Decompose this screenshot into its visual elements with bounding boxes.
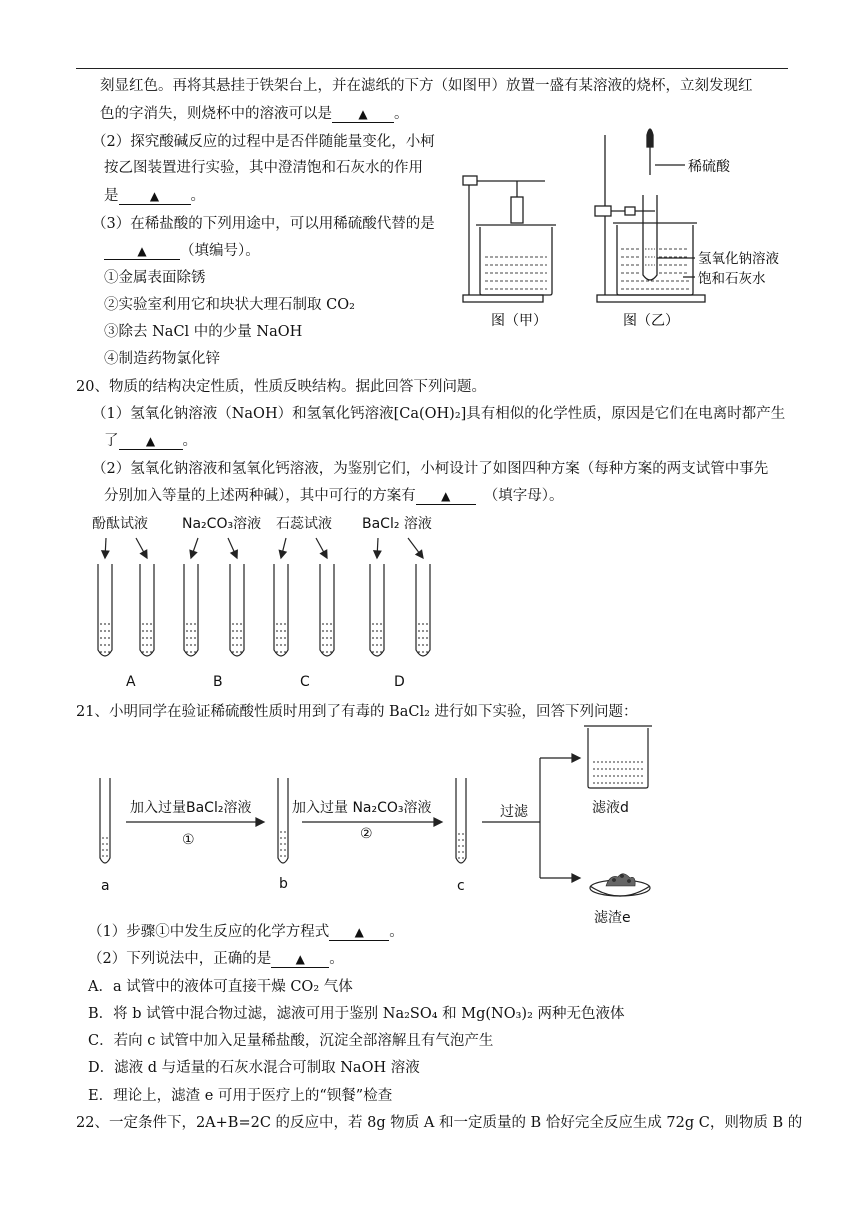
q19-part3-line2: ▲ （填编号）。	[104, 241, 260, 261]
step1-number: ①	[182, 832, 195, 848]
q19-continuation-line1: 刻显红色。再将其悬挂于铁架台上，并在滤纸的下方（如图甲）放置一盛有某溶液的烧杯，立刻发现红	[100, 78, 753, 94]
arrow-head	[141, 550, 147, 558]
q19-part2-line2: 按乙图装置进行实验，其中澄清饱和石灰水的作用	[104, 160, 423, 176]
naoh-solution-label: 氢氧化钠溶液	[698, 251, 779, 267]
reagent-litmus: 石蕊试液	[276, 516, 332, 532]
test-tube	[320, 564, 334, 656]
q21-stem: 21、小明同学在验证稀硫酸性质时用到了有毒的 BaCl₂ 进行如下实验，回答下列问题：	[76, 704, 638, 720]
filter-label: 过滤	[500, 804, 528, 820]
residue-pile	[606, 874, 635, 886]
q21-option-e: E．理论上，滤渣 e 可用于医疗上的“钡餐”检查	[88, 1088, 393, 1104]
test-tube-schemes-figure	[88, 510, 448, 692]
step1-label: 加入过量BaCl₂溶液	[130, 800, 252, 816]
arrow-head	[321, 550, 327, 558]
test-tube	[416, 564, 430, 656]
arrow-head	[231, 550, 237, 558]
q20-part1-line1: （1）氢氧化钠溶液（NaOH）和氢氧化钙溶液[Ca(OH)₂]具有相似的化学性质，原因是它们在电离时都产生	[92, 406, 786, 422]
test-tube	[230, 564, 244, 656]
q19-part2-line3: 是 ▲ 。	[104, 188, 205, 204]
test-tube	[274, 564, 288, 656]
answer-blank[interactable]: ▲	[119, 188, 191, 205]
q21-flow-figure	[90, 722, 710, 932]
q19-option-4: ④制造药物氯化锌	[104, 351, 220, 367]
q19-part2-line1: （2）探究酸碱反应的过程中是否伴随能量变化，小柯	[92, 134, 435, 150]
step2-number: ②	[360, 826, 373, 842]
reagent-phenolphthalein: 酚酞试液	[92, 516, 148, 532]
test-tube	[140, 564, 154, 656]
q20-part2-line2: 分别加入等量的上述两种碱），其中可行的方案有 ▲ （填字母）。	[104, 488, 564, 504]
arrow-head	[374, 551, 381, 558]
limewater-label: 饱和石灰水	[698, 271, 766, 287]
q21-option-a: A．a 试管中的液体可直接干燥 CO₂ 气体	[88, 979, 353, 995]
q19-option-3: ③除去 NaCl 中的少量 NaOH	[104, 324, 303, 340]
tube-label-a: a	[101, 878, 110, 894]
q21-part2: （2）下列说法中，正确的是 ▲ 。	[88, 951, 344, 967]
arrow-head	[416, 550, 423, 558]
arrow-head	[190, 550, 197, 558]
apparatus-figure	[455, 125, 805, 335]
q20-stem: 20、物质的结构决定性质，性质反映结构。据此回答下列问题。	[76, 379, 486, 395]
answer-blank[interactable]: ▲	[332, 106, 394, 123]
scheme-letter-a: A	[126, 674, 136, 690]
answer-blank[interactable]: ▲	[104, 243, 180, 260]
scheme-letter-c: C	[300, 674, 310, 690]
q21-part1: （1）步骤①中发生反应的化学方程式 ▲ 。	[88, 924, 404, 940]
q19-option-2: ②实验室利用它和块状大理石制取 CO₂	[104, 297, 355, 313]
q19-part3-line1: （3）在稀盐酸的下列用途中，可以用稀硫酸代替的是	[92, 216, 435, 232]
scheme-letter-d: D	[394, 674, 405, 690]
arrow-head	[102, 551, 109, 558]
test-tube	[98, 564, 112, 656]
q21-option-d: D．滤液 d 与适量的石灰水混合可制取 NaOH 溶液	[88, 1060, 420, 1076]
answer-blank[interactable]: ▲	[119, 433, 183, 450]
q20-part1-line2: 了 ▲ 。	[104, 433, 197, 449]
scheme-letter-b: B	[213, 674, 223, 690]
tube-label-b: b	[279, 876, 288, 892]
answer-blank[interactable]: ▲	[329, 924, 389, 941]
residue-label: 滤渣e	[594, 910, 631, 926]
reagent-bacl2: BaCl₂ 溶液	[362, 516, 432, 532]
reagent-na2co3: Na₂CO₃溶液	[182, 516, 262, 532]
answer-blank[interactable]: ▲	[271, 951, 329, 968]
step2-label: 加入过量 Na₂CO₃溶液	[292, 800, 432, 816]
header-rule	[76, 68, 788, 69]
test-tube	[184, 564, 198, 656]
answer-blank[interactable]: ▲	[416, 488, 476, 505]
acid-label: 稀硫酸	[688, 159, 730, 175]
tube-label-c: c	[457, 878, 465, 894]
q19-continuation-line2: 色的字消失，则烧杯中的溶液可以是 ▲ 。	[100, 106, 409, 122]
q21-option-b: B．将 b 试管中混合物过滤，滤液可用于鉴别 Na₂SO₄ 和 Mg(NO₃)₂ 两种无色液体	[88, 1006, 625, 1022]
q22-stem: 22、一定条件下，2A+B=2C 的反应中，若 8g 物质 A 和一定质量的 B 恰好完全反应生成 72g C，则物质 B 的	[76, 1115, 803, 1131]
arrow-head	[279, 550, 286, 558]
q19-option-1: ①金属表面除锈	[104, 270, 206, 286]
figure-jia-caption: 图（甲）	[491, 313, 547, 329]
figure-yi-caption: 图（乙）	[623, 313, 679, 329]
q20-part2-line1: （2）氢氧化钠溶液和氢氧化钙溶液，为鉴别它们，小柯设计了如图四种方案（每种方案的两支试管中事先	[92, 461, 769, 477]
test-tube	[370, 564, 384, 656]
filtrate-label: 滤液d	[592, 800, 629, 816]
q21-option-c: C．若向 c 试管中加入足量稀盐酸，沉淀全部溶解且有气泡产生	[88, 1033, 494, 1049]
